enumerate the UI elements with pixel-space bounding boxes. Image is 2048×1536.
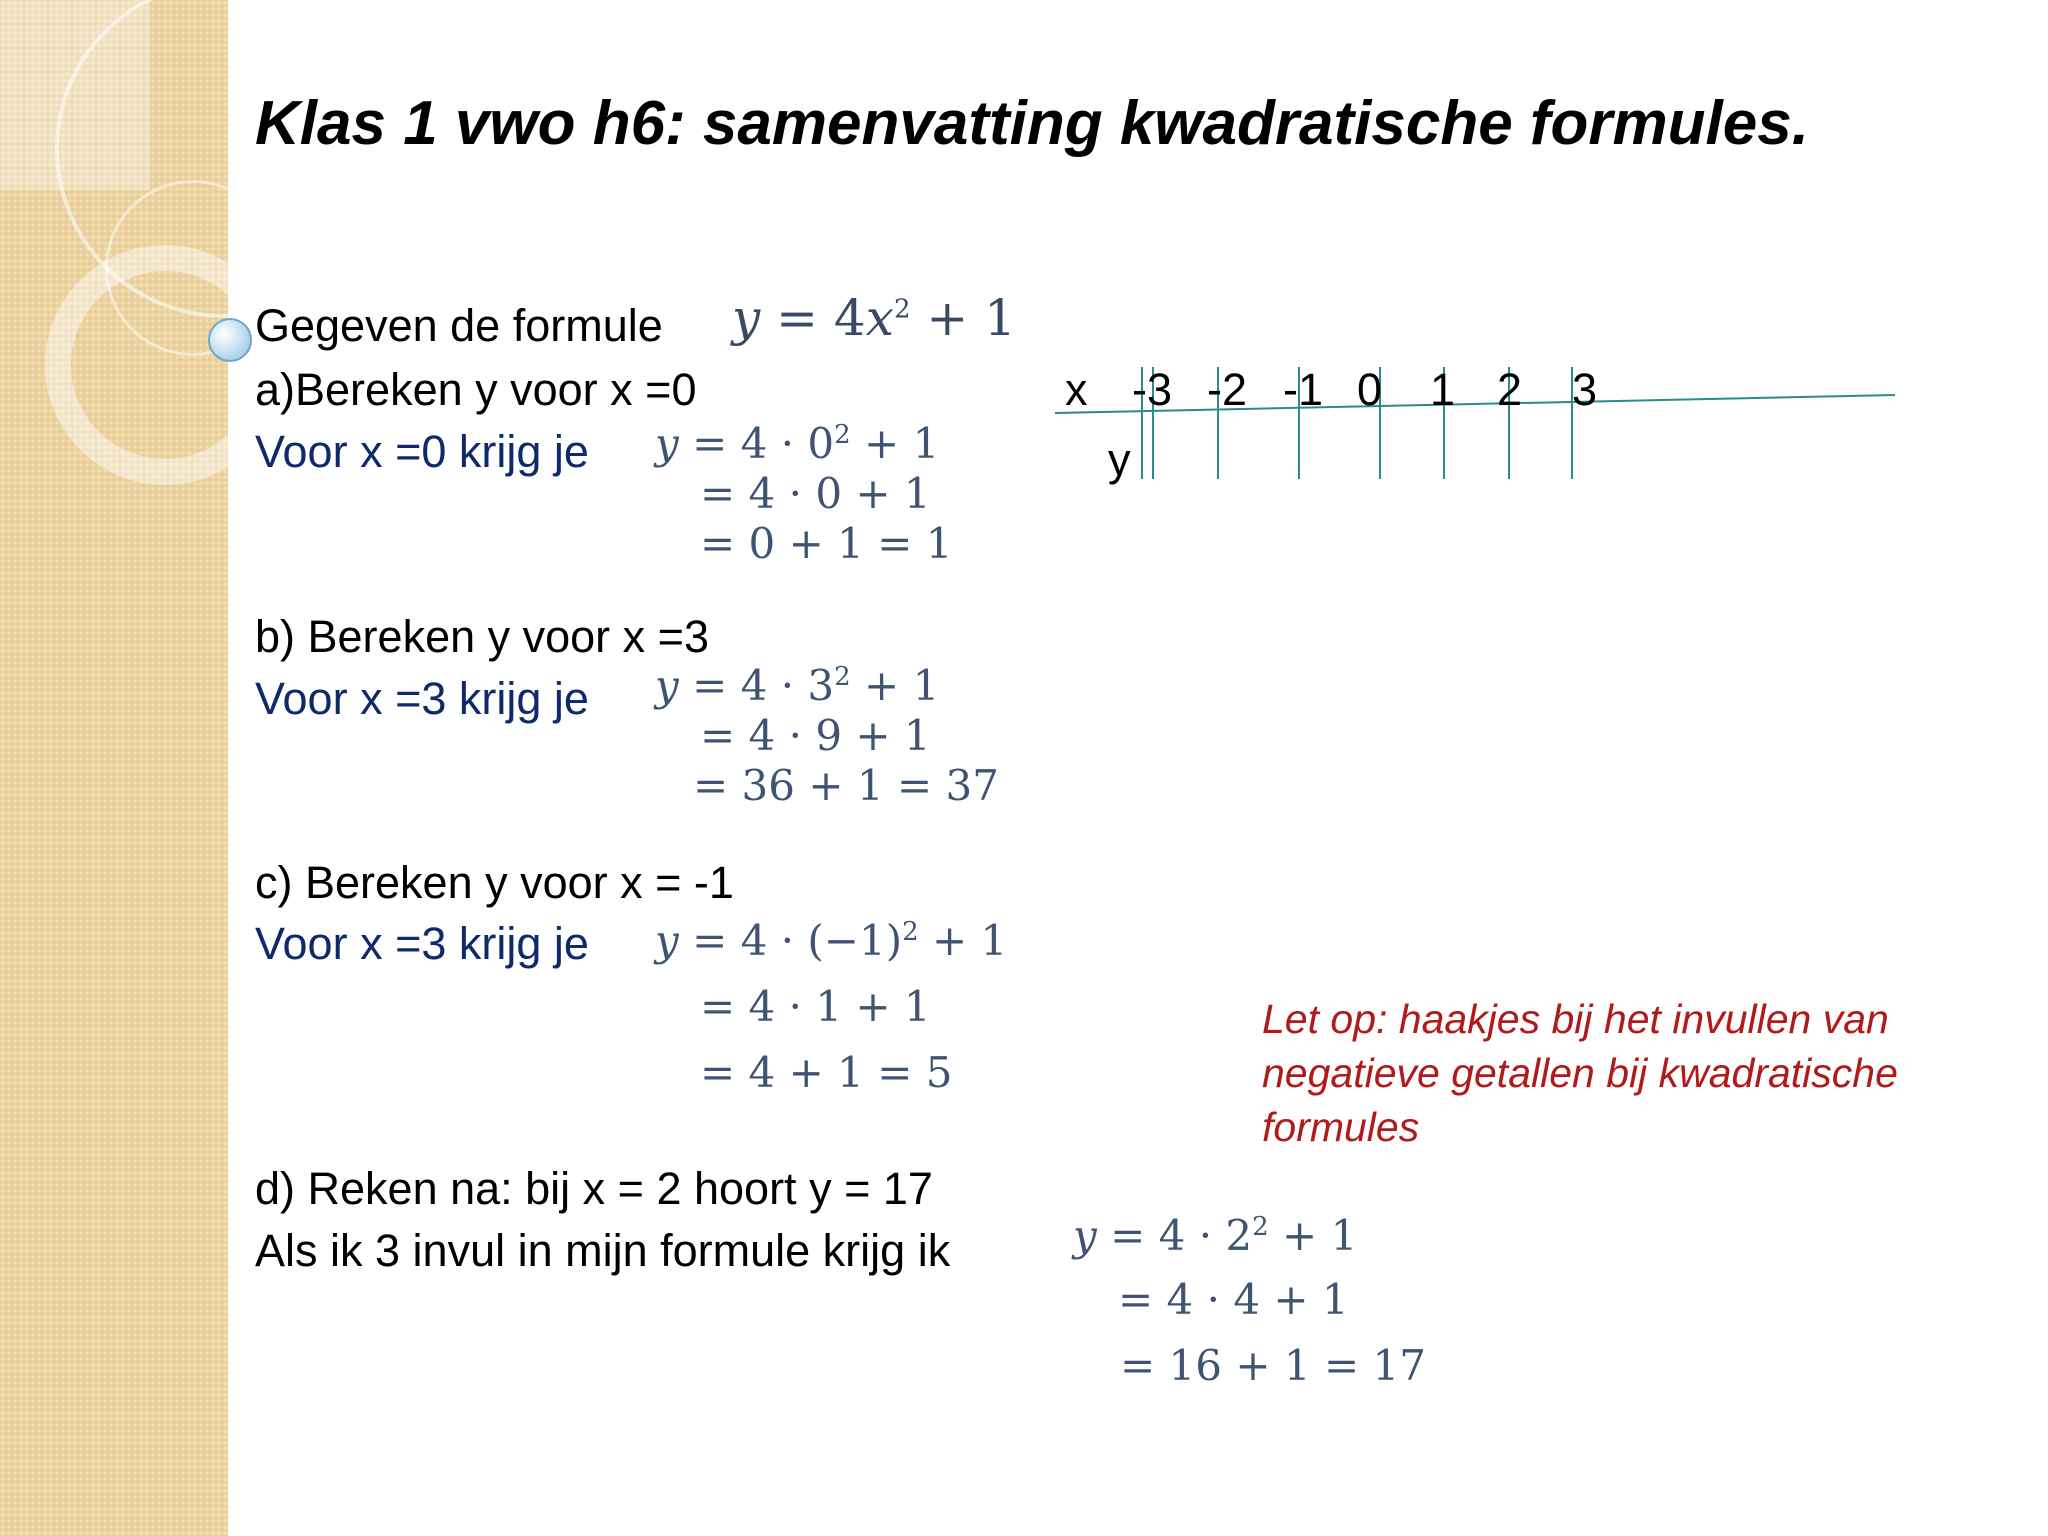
answer-a-line3: = 0 + 1 = 1 <box>700 519 953 568</box>
table-row-divider <box>1055 395 1895 413</box>
answer-b-line3: = 36 + 1 = 37 <box>693 761 999 810</box>
table-x-value: -2 <box>1207 364 1248 415</box>
answer-b-prefix: Voor x =3 krijg je <box>255 673 589 724</box>
table-x-value: 0 <box>1357 364 1383 415</box>
table-x-value: -3 <box>1132 364 1173 415</box>
answer-b-line1: $y = 4 \cdot 3^2 + 1$ <box>655 661 940 710</box>
answer-c-line2: = 4 · 1 + 1 <box>700 982 931 1031</box>
intro-text: Gegeven de formule <box>255 300 663 351</box>
table-x-value: -1 <box>1283 364 1324 415</box>
answer-c-prefix: Voor x =3 krijg je <box>255 918 589 969</box>
bullet-circle-icon <box>208 318 252 362</box>
value-table-lines <box>1050 355 1910 485</box>
question-b: b) Bereken y voor x =3 <box>255 611 709 662</box>
page-title: Klas 1 vwo h6: samenvatting kwadratische formules. <box>255 89 1809 158</box>
question-c: c) Bereken y voor x = -1 <box>255 857 734 908</box>
answer-c-line3: = 4 + 1 = 5 <box>700 1048 953 1097</box>
hint-note-line: formules <box>1262 1104 1420 1150</box>
table-x-value: 3 <box>1572 364 1598 415</box>
question-a: a)Bereken y voor x =0 <box>255 364 697 415</box>
main-formula: $y = 4x^2 + 1$ <box>732 289 1016 347</box>
answer-d-prefix: Als ik 3 invul in mijn formule krijg ik <box>255 1225 951 1276</box>
answer-b-line2: = 4 · 9 + 1 <box>700 711 931 760</box>
decorative-sidebar <box>0 0 228 1536</box>
table-x-value: 2 <box>1497 364 1523 415</box>
table-y-label: y <box>1108 434 1131 485</box>
answer-d-line3: = 16 + 1 = 17 <box>1120 1341 1426 1390</box>
answer-a-line2: = 4 · 0 + 1 <box>700 469 931 518</box>
table-x-value: 1 <box>1430 364 1456 415</box>
answer-d-line2: = 4 · 4 + 1 <box>1118 1275 1349 1324</box>
answer-a-line1: $y = 4 \cdot 0^2 + 1$ <box>655 419 940 468</box>
hint-note <box>1262 992 2022 1154</box>
answer-c-line1: $y = 4 \cdot (-1)^2 + 1$ <box>655 916 1008 965</box>
answer-d-line1: $y = 4 \cdot 2^2 + 1$ <box>1073 1211 1358 1260</box>
hint-note-line: negatieve getallen bij kwadratische <box>1262 1050 1898 1096</box>
answer-a-prefix: Voor x =0 krijg je <box>255 426 589 477</box>
table-x-label: x <box>1065 364 1088 415</box>
question-d: d) Reken na: bij x = 2 hoort y = 17 <box>255 1163 933 1214</box>
hint-note-line: Let op: haakjes bij het invullen van <box>1262 996 1889 1042</box>
